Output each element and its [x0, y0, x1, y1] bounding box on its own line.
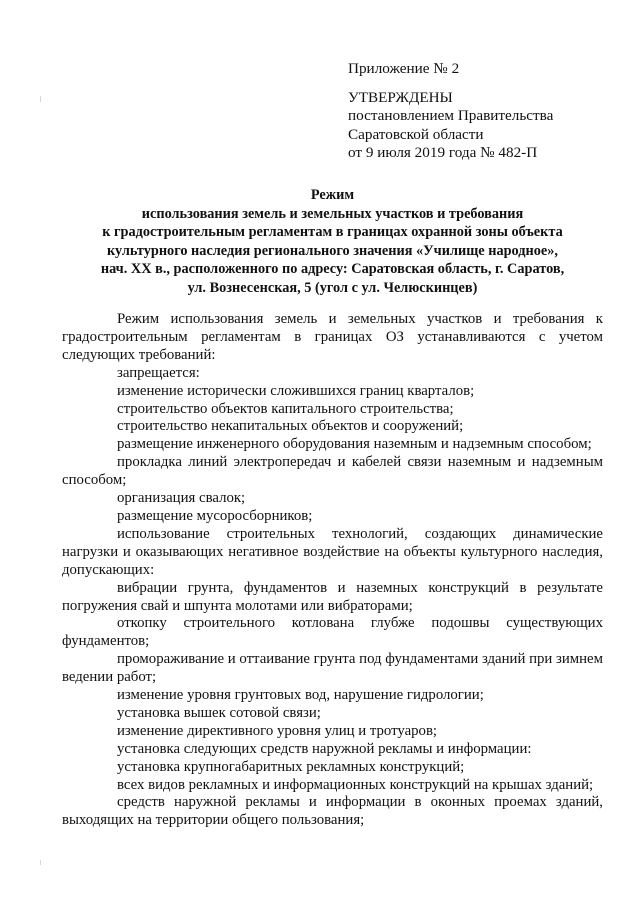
list-item: всех видов рекламных и информационных конструкций на крышах зданий; — [117, 776, 594, 793]
list-item: строительство объектов капитального строительства; — [117, 400, 454, 417]
list-item: изменение директивного уровня улиц и тротуаров; — [117, 722, 438, 739]
list-item: организация свалок; — [117, 490, 246, 507]
list-item: запрещается: — [117, 364, 200, 381]
list-item: средств наружной рекламы и информации в оконных проемах зданий, выходящих на территории общего пользования; — [62, 794, 603, 829]
list-item: установка крупногабаритных рекламных конструкций; — [117, 758, 465, 775]
list-item: размещение мусоросборников; — [117, 507, 313, 524]
approved-heading: УТВЕРЖДЕНЫ — [348, 88, 453, 106]
approval-line-3: от 9 июля 2019 года № 482-П — [348, 144, 538, 161]
list-item: прокладка линий электропередач и кабелей связи наземным и надземным способом; — [62, 454, 603, 489]
document-title — [60, 186, 605, 298]
list-item: строительство некапитальных объектов и сооружений; — [117, 418, 464, 435]
list-item: откопку строительного котлована глубже подошвы существующих фундаментов; — [62, 615, 603, 650]
approval-line-2: Саратовской области — [348, 125, 484, 143]
intro-paragraph: Режим использования земель и земельных участков и требования к градостроительным регламентам в границах ОЗ устанавливаются с учетом следующих требований: — [62, 311, 603, 363]
list-item: использование строительных технологий, создающих динамические нагрузки и оказывающих негативное воздействие на объекты культурного наследия, допускающих: — [62, 525, 603, 578]
title-line-4: культурного наследия регионального значения «Училище народное», — [107, 242, 558, 259]
document-body — [62, 311, 603, 830]
list-item: промораживание и оттаивание грунта под фундаментами зданий при зимнем ведении работ; — [62, 651, 603, 686]
title-line-3: к градостроительным регламентам в границах охранной зоны объекта — [102, 224, 563, 241]
approval-line-1: постановлением Правительства — [348, 107, 554, 124]
title-line-5: нач. XX в., расположенного по адресу: Саратовская область, г. Саратов, — [100, 261, 565, 278]
list-item: вибрации грунта, фундаментов и наземных конструкций в результате погружения свай и шпунта молотами или вибраторами; — [62, 579, 603, 614]
approval-block — [348, 60, 628, 163]
list-item: изменение уровня грунтовых вод, нарушение гидрологии; — [117, 687, 484, 704]
title-line-6: ул. Вознесенская, 5 (угол с ул. Челюскинцев) — [187, 279, 478, 296]
list-item: изменение исторически сложившихся границ кварталов; — [117, 382, 475, 399]
list-item: установка вышек сотовой связи; — [117, 704, 321, 721]
title-line-2: использования земель и земельных участков и требования — [141, 205, 524, 222]
appendix-number: Приложение № 2 — [348, 60, 460, 77]
scan-artifact — [40, 860, 41, 865]
list-item: размещение инженерного оборудования наземным и надземным способом; — [117, 436, 592, 453]
title-line-1: Режим — [310, 187, 355, 203]
scan-artifact — [40, 96, 41, 102]
list-item: установка следующих средств наружной рекламы и информации: — [117, 740, 532, 757]
